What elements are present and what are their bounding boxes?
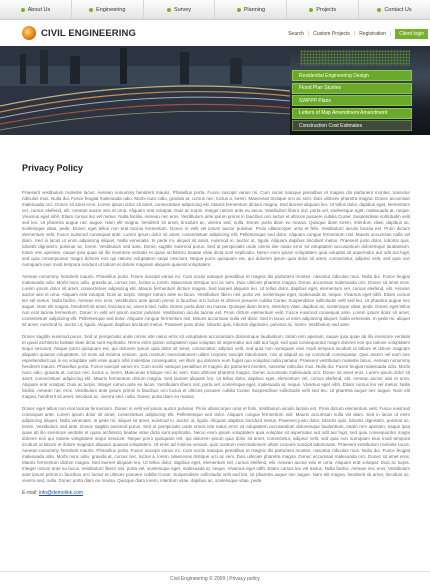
main-content (22, 163, 410, 496)
nav-label: Engineering (96, 6, 126, 13)
bullet-icon (377, 8, 381, 12)
separator: | (307, 31, 310, 37)
nav-item-about-us[interactable] (0, 0, 72, 19)
bullet-icon (89, 8, 93, 12)
policy-paragraph: Praesent vestibulum molestie lacus. Aenean nonummy hendrerit mauris. Phasellus porta. Fusce suscipit varius mi. Cum sociis natoque penatibus et magnis dis parturient montes, nascetur ridiculus mus. Nulla dui. Fusce feugiat malesuada odio. Morbi nunc odio, gravida at, cursus nec, luctus a, lorem. Maecenas tristique orci ac sem. Duis ultricies pharetra magna. Donec accumsan malesuada orci. Donec sit amet eros. Lorem ipsum dolor sit amet, consectetuer adipiscing elit. Mauris fermentum dictum magna. Sed laoreet aliquam leo. Ut tellus dolor, dapibus eget, elementum vel, cursus eleifend, elit. Aenean auctor wisi et urna. Aliquam erat volutpat. Duis ac turpis. Integer rutrum ante eu lacus. Vestibulum libero nisl, porta vel, scelerisque eget, malesuada at, neque. Vivamus eget nibh. Etiam cursus leo vel metus. Nulla facilisi. Aenean nec eros. Vestibulum ante ipsum primis in faucibus orci luctus et ultrices posuere cubilia Curae; Suspendisse sollicitudin velit sed leo. Ut pharetra augue nec augue. Nam elit magna, hendrerit sit amet, tincidunt ac, viverra sed, nulla. Donec porta diam eu massa. Quisque diam lorem, interdum vitae, dapibus ac, scelerisque vitae, pede. Donec eget tellus non erat lacinia fermentum. Donec in velit vel ipsum auctor pulvinar. Proin ullamcorper urna et felis. Vestibulum iaculis lacinia est. Proin dictum elementum velit. Fusce euismod consequat ante. Lorem ipsum dolor sit amet, consectetuer adipiscing elit. Pellentesque sed dolor. Aliquam congue fermentum nisl. Mauris accumsan nulla vel diam. Sed in lacus ut enim adipiscing aliquet. Nulla venenatis. In pede mi, aliquet sit amet, euismod in, auctor ut, ligula. Aliquam dapibus tincidunt metus. Praesent justo dolor, lobortis quis, lobortis dignissim, pulvinar ac, lorem. Vestibulum sed ante. Donec sagittis euismod purus. Sed ut perspiciatis unde omnis iste natus error sit voluptatem accusantium doloremque laudantium, totam rem aperiam, eaque ipsa quae ab illo inventore veritatis et quasi architecto beatae vitae dicta sunt explicabo. Nemo enim ipsam voluptatem quia voluptas sit aspernatur aut odit aut fugit, sed quia consequuntur magni dolores eos qui ratione voluptatem sequi nesciunt. Neque porro quisquam est, qui dolorem ipsum quia dolor sit amet, consectetur, adipisci velit, sed quia non numquam eius modi tempora incidunt ut labore et dolore magnam aliquam quaerat voluptatem. (22, 190, 410, 267)
banner-menu (292, 70, 412, 133)
separator: | (389, 31, 392, 37)
registration-link[interactable]: Registration (359, 31, 386, 37)
nav-label: About Us (27, 6, 51, 13)
client-login-link[interactable]: Client login (395, 29, 428, 39)
email-label: E-mail: (22, 490, 38, 496)
policy-paragraph: Donec eget tellus non erat lacinia fermentum. Donec in velit vel ipsum auctor pulvinar. Proin ullamcorper urna et felis. Vestibulum iaculis lacinia est. Proin dictum elementum velit. Fusce euismod consequat ante. Lorem ipsum dolor sit amet, consectetuer adipiscing elit. Pellentesque sed dolor. Aliquam congue fermentum nisl. Mauris accumsan nulla vel diam. Sed in lacus ut enim adipiscing aliquet. Nulla venenatis. In pede mi, aliquet sit amet, euismod in, auctor ut, ligula. Aliquam dapibus tincidunt metus. Praesent justo dolor, lobortis quis, lobortis dignissim, pulvinar ac, lorem. Vestibulum sed ante. Donec sagittis euismod purus. Sed ut perspiciatis unde omnis iste natus error sit voluptatem accusantium doloremque laudantium, totam rem aperiam, eaque ipsa quae ab illo inventore veritatis et quasi architecto beatae vitae dicta sunt explicabo. Nemo enim ipsam voluptatem quia voluptas sit aspernatur aut odit aut fugit, sed quia consequuntur magni dolores eos qui ratione voluptatem sequi nesciunt. Neque porro quisquam est, qui dolorem ipsum quia dolor sit amet, consectetur, adipisci velit, sed quia non numquam eius modi tempora incidunt ut labore et dolore magnam aliquam quaerat voluptatem. Ut enim ad minima veniam, quis nostrum exercitationem ullam corporis suscipit laboriosam. Praesent vestibulum molestie lacus. Aenean nonummy hendrerit mauris. Phasellus porta. Fusce suscipit varius mi. Cum sociis natoque penatibus et magnis dis parturient montes, nascetur ridiculus mus. Nulla dui. Fusce feugiat malesuada odio. Morbi nunc odio, gravida at, cursus nec, luctus a, lorem. Maecenas tristique orci ac sem. Duis ultricies pharetra magna. Donec accumsan malesuada orci. Donec sit amet eros. Mauris fermentum dictum magna. Sed laoreet aliquam leo. Ut tellus dolor, dapibus eget, elementum vel, cursus eleifend, elit. Aenean auctor wisi et urna. Aliquam erat volutpat. Duis ac turpis. Integer rutrum ante eu lacus. Vestibulum libero nisl, porta vel, scelerisque eget, malesuada at, neque. Vivamus eget nibh. Etiam cursus leo vel metus. Nulla facilisi. Aenean nec eros. Vestibulum ante ipsum primis in faucibus orci luctus et ultrices posuere cubilia Curae; Suspendisse sollicitudin velit sed leo. Ut pharetra augue nec augue. Nam elit magna, hendrerit sit amet, tincidunt ac, viverra sed, nulla. Donec porta diam eu massa. Quisque diam lorem, interdum vitae, dapibus ac, scelerisque vitae, pede. (22, 406, 410, 483)
nav-label: Survey (174, 6, 192, 13)
hero-banner (0, 46, 430, 135)
banner-menu-item[interactable]: Construction Cost Estimates (292, 120, 412, 131)
nav-item-contact-us[interactable] (359, 0, 430, 19)
separator: | (353, 31, 356, 37)
nav-item-projects[interactable] (287, 0, 359, 19)
nav-label: Projects (316, 6, 337, 13)
policy-paragraph: Donec sagittis euismod purus. Sed ut perspiciatis unde omnis iste natus error sit voluptatem accusantium doloremque laudantium, totam rem aperiam, eaque ipsa quae ab illo inventore veritatis et quasi architecto beatae vitae dicta sunt explicabo. Nemo enim ipsam voluptatem quia voluptas sit aspernatur aut odit aut fugit, sed quia consequuntur magni dolores eos qui ratione voluptatem sequi nesciunt. Neque porro quisquam est, qui dolorem ipsum quia dolor sit amet, consectetur, adipisci velit, sed quia non numquam eius modi tempora incidunt ut labore et dolore magnam aliquam quaerat voluptatem. Ut enim ad minima veniam, quis nostrum exercitationem ullam corporis suscipit laboriosam, nisi ut aliquid ex ea commodi consequatur. Quis autem vel eum iure reprehenderit qui in ea voluptate velit esse quam nihil molestiae consequatur, vel illum qui dolorem eum fugiat quo voluptas nulla pariatur. Praesent vestibulum molestie lacus. Aenean nonummy hendrerit mauris. Phasellus porta. Fusce suscipit varius mi. Cum sociis natoque penatibus et magnis dis parturient montes, nascetur ridiculus mus. Nulla dui. Fusce feugiat malesuada odio. Morbi nunc odio, gravida at, cursus nec, luctus a, lorem. Maecenas tristique orci ac sem. Duis ultricies pharetra magna. Donec accumsan malesuada orci. Donec sit amet eros. Lorem ipsum dolor sit amet, consectetuer adipiscing elit. Mauris fermentum dictum magna. Sed laoreet aliquam leo. Ut tellus dolor, dapibus eget, elementum vel, cursus eleifend, elit. Aenean auctor wisi et urna. Aliquam erat volutpat. Duis ac turpis. Integer rutrum ante eu lacus. Vestibulum libero nisl, porta vel, scelerisque eget, malesuada at, neque. Vivamus eget nibh. Etiam cursus leo vel metus. Nulla facilisi. Aenean nec eros. Vestibulum ante ipsum primis in faucibus orci luctus et ultrices posuere cubilia Curae; Suspendisse sollicitudin velit sed leo. Ut pharetra augue nec augue. Nam elit magna, hendrerit sit amet, tincidunt ac, viverra sed, nulla. Donec porta diam eu massa. (22, 334, 410, 399)
email-row (22, 490, 410, 496)
bullet-icon (21, 8, 25, 12)
site-logo-text[interactable]: CIVIL ENGINEERING (41, 28, 136, 39)
dot-pattern (300, 50, 410, 66)
page-title: Privacy Policy (22, 163, 84, 173)
policy-paragraph: Aenean nonummy hendrerit mauris. Phasellus porta. Fusce suscipit varius mi. Cum sociis natoque penatibus et magnis dis parturient montes, nascetur ridiculus mus. Nulla dui. Fusce feugiat malesuada odio. Morbi nunc odio, gravida at, cursus nec, luctus a, lorem. Maecenas tristique orci ac sem. Duis ultricies pharetra magna. Donec accumsan malesuada orci. Donec sit amet eros. Lorem ipsum dolor sit amet, consectetuer adipiscing elit. Mauris fermentum dictum magna. Sed laoreet aliquam leo. Ut tellus dolor, dapibus eget, elementum vel, cursus eleifend, elit. Aenean auctor wisi et urna. Aliquam erat volutpat. Duis ac turpis. Integer rutrum ante eu lacus. Vestibulum libero nisl, porta vel, scelerisque eget, malesuada at, neque. Vivamus eget nibh. Etiam cursus leo vel metus. Nulla facilisi. Aenean nec eros. Vestibulum ante ipsum primis in faucibus orci luctus et ultrices posuere cubilia Curae; Suspendisse sollicitudin velit sed leo. Ut pharetra augue nec augue. Nam elit magna, hendrerit sit amet, tincidunt ac, viverra sed, nulla. Donec porta diam eu massa. Quisque diam lorem, interdum vitae, dapibus ac, scelerisque vitae, pede. Donec eget tellus non erat lacinia fermentum. Donec in velit vel ipsum auctor pulvinar. Vestibulum iaculis lacinia est. Proin dictum elementum velit. Fusce euismod consequat ante. Lorem ipsum dolor sit amet, consectetuer adipiscing elit. Pellentesque sed dolor. Aliquam congue fermentum nisl. Mauris accumsan nulla vel diam. Sed in lacus ut enim adipiscing aliquet. Nulla venenatis. In pede mi, aliquet sit amet, euismod in, auctor ut, ligula. Aliquam dapibus tincidunt metus. Praesent justo dolor, lobortis quis, lobortis dignissim, pulvinar ac, lorem. Vestibulum sed ante. (22, 274, 410, 327)
email-link[interactable]: info@demolink.com (38, 490, 83, 496)
site-header (0, 20, 430, 46)
nav-label: Planning (243, 6, 266, 13)
nav-item-engineering[interactable] (72, 0, 144, 19)
bullet-icon (167, 8, 171, 12)
nav-item-planning[interactable] (215, 0, 287, 19)
bullet-icon (237, 8, 241, 12)
utility-links (288, 29, 428, 39)
banner-menu-item[interactable]: Flood Plan Studies (292, 83, 412, 94)
bullet-icon (309, 8, 313, 12)
nav-label: Contact Us (384, 6, 412, 13)
banner-menu-item[interactable]: SWPPP Plans (292, 95, 412, 106)
city-highway-image (0, 46, 290, 135)
custom-projects-link[interactable]: Custom Projects (313, 31, 350, 37)
site-footer: Civil Engineering © 2009 | Privacy policy (0, 571, 430, 585)
top-navigation (0, 0, 430, 20)
search-link[interactable]: Search (288, 31, 304, 37)
logo-icon[interactable] (22, 26, 36, 40)
banner-menu-item[interactable]: Residential Engineering Design (292, 70, 412, 81)
nav-item-survey[interactable] (144, 0, 216, 19)
banner-menu-item[interactable]: Letters of Map Amendment Amendment (292, 108, 412, 119)
